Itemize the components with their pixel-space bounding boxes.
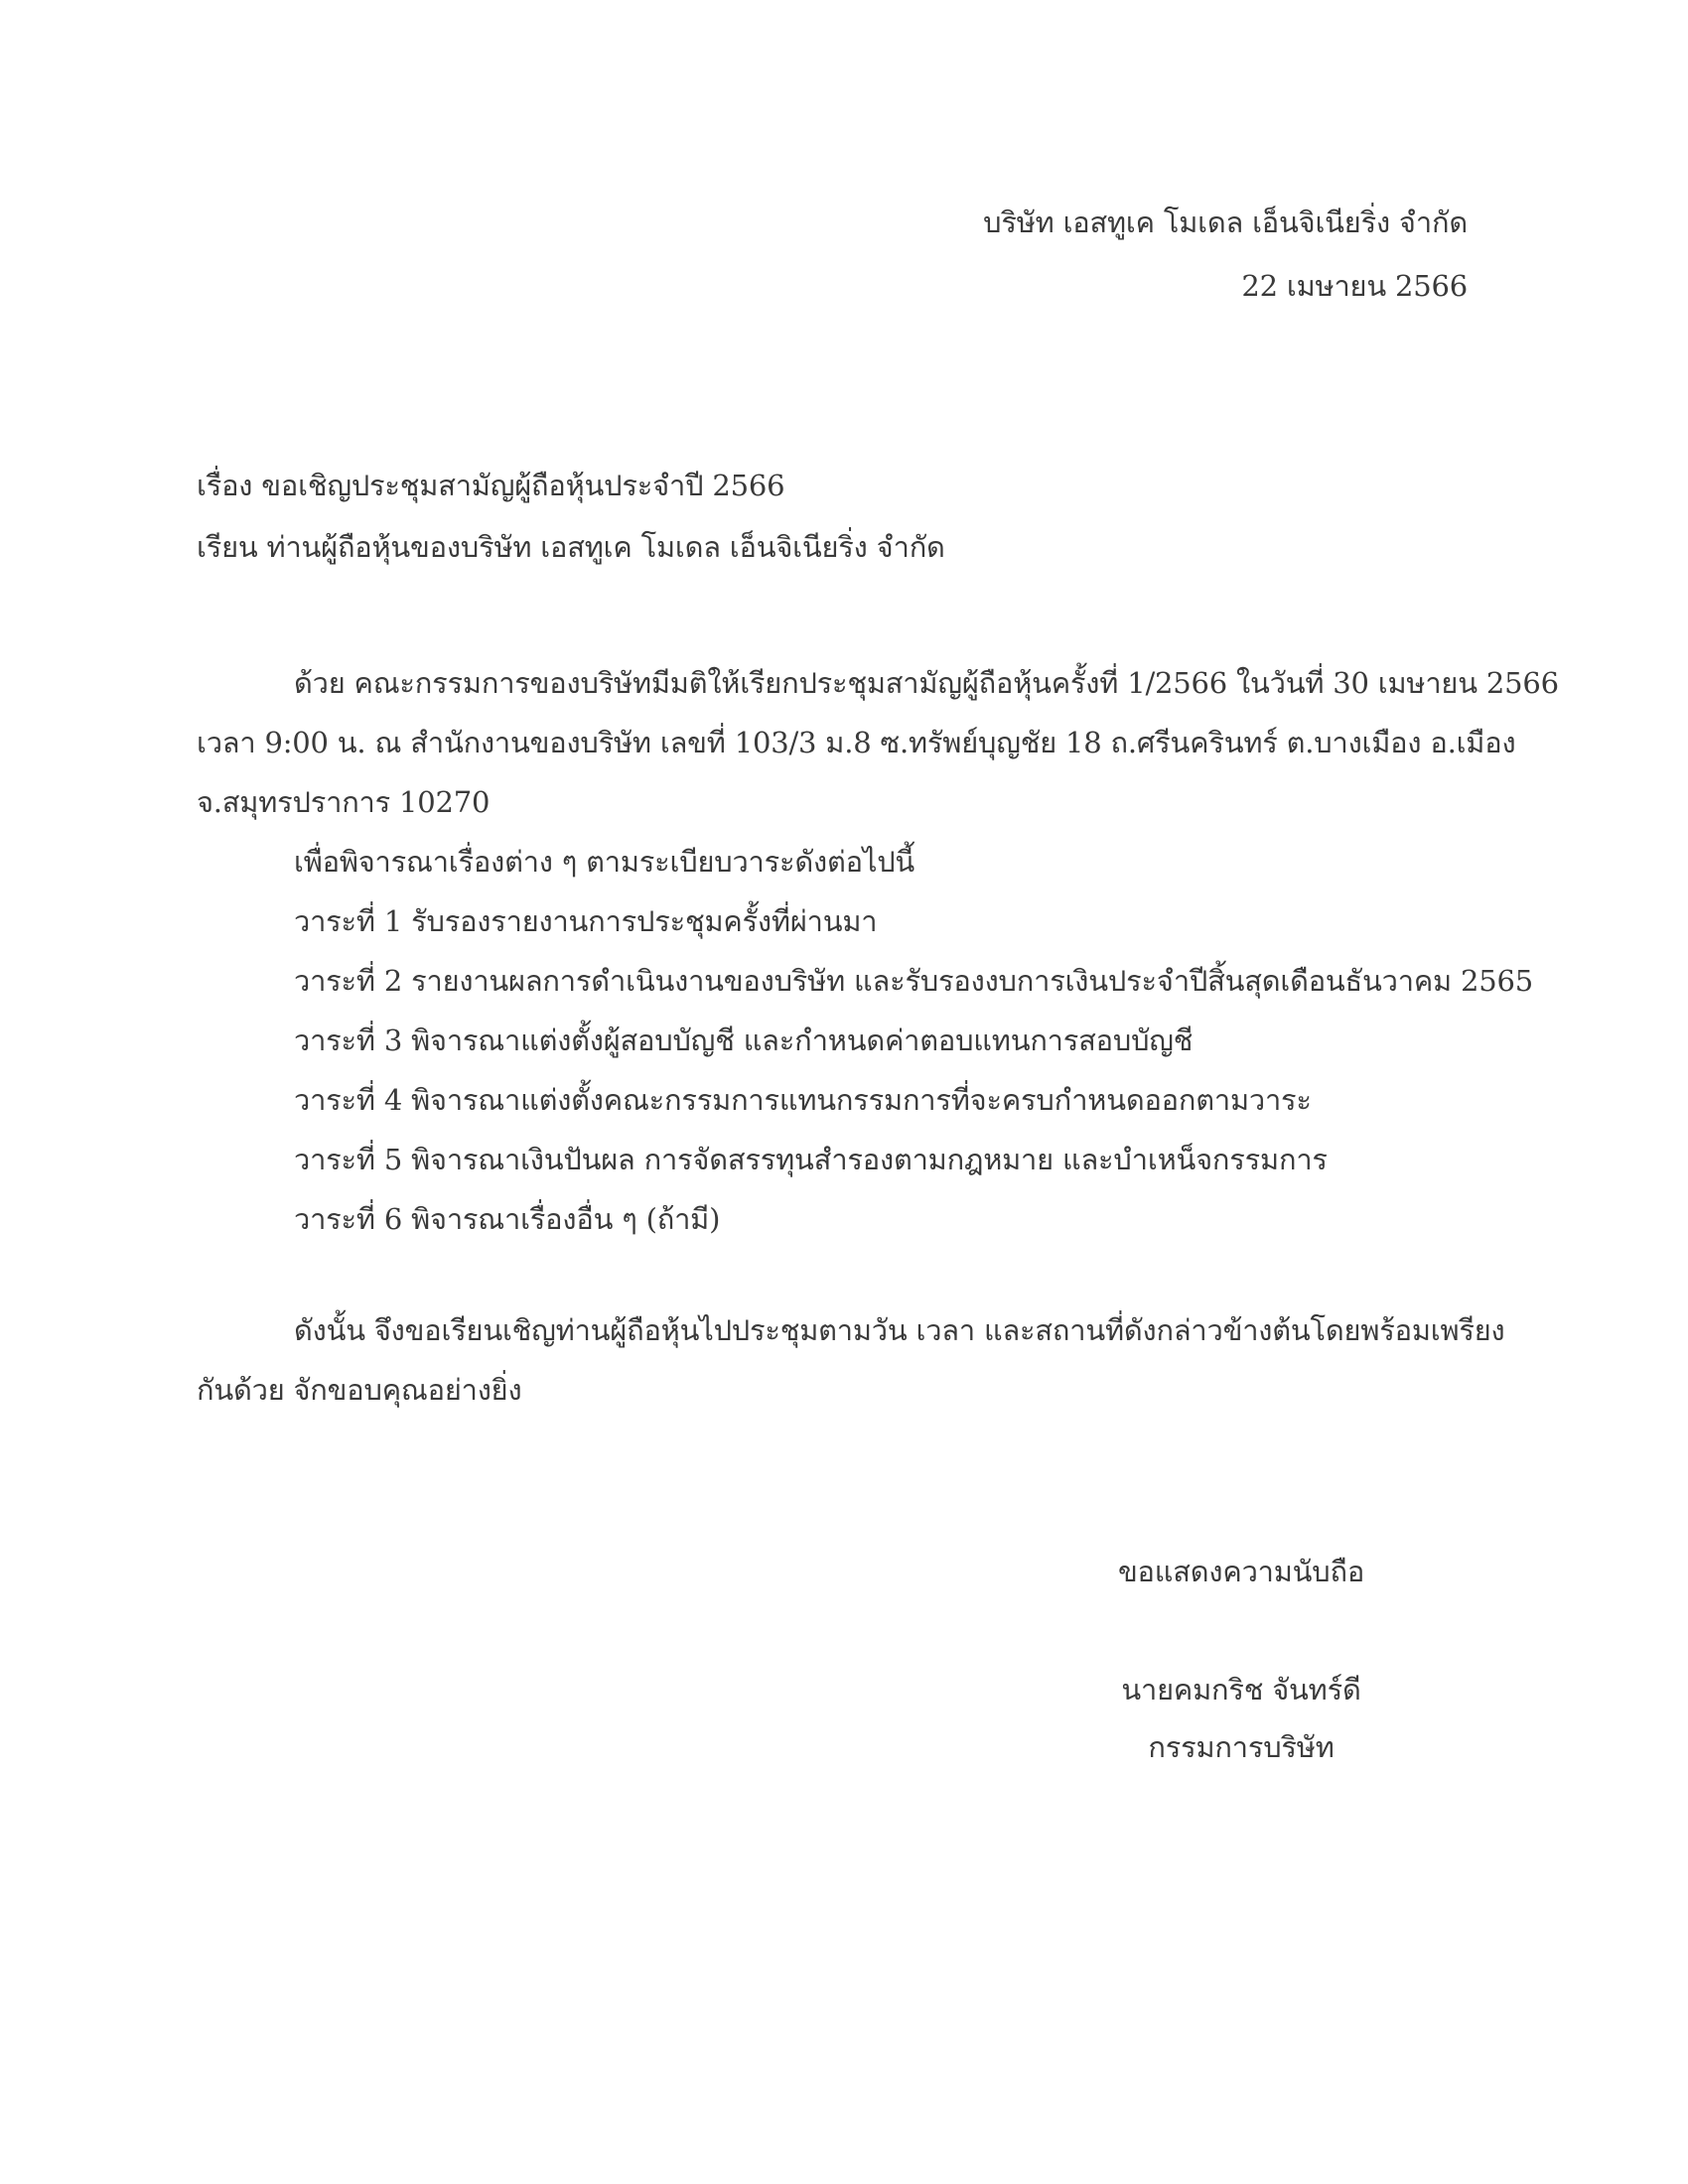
agenda-item-5: วาระที่ 5 พิจารณาเงินปันผล การจัดสรรทุนสำรองตามกฎหมาย และบำเหน็จกรรมการ bbox=[294, 1143, 1328, 1176]
intro-line-2: เวลา 9:00 น. ณ สำนักงานของบริษัท เลขที่ 103/3 ม.8 ซ.ทรัพย์บุญชัย 18 ถ.ศรีนครินทร์ ต.บางเมือง อ.เมือง bbox=[197, 726, 1516, 759]
agenda-item-2: วาระที่ 2 รายงานผลการดำเนินงานของบริษัท และรับรองงบการเงินประจำปีสิ้นสุดเดือนธันวาคม 2565 bbox=[294, 964, 1533, 998]
agenda-item-4: วาระที่ 4 พิจารณาแต่งตั้งคณะกรรมการแทนกรรมการที่จะครบกำหนดออกตามวาระ bbox=[294, 1083, 1312, 1117]
company-name: บริษัท เอสทูเค โมเดล เอ็นจิเนียริ่ง จำกัด bbox=[983, 205, 1468, 239]
purpose-line: เพื่อพิจารณาเรื่องต่าง ๆ ตามระเบียบวาระดังต่อไปนี้ bbox=[294, 845, 915, 879]
closing-line-1: ดังนั้น จึงขอเรียนเชิญท่านผู้ถือหุ้นไปประชุมตามวัน เวลา และสถานที่ดังกล่าวข้างต้นโดยพร้อมเพรียง bbox=[294, 1313, 1505, 1347]
agenda-item-1: วาระที่ 1 รับรองรายงานการประชุมครั้งที่ผ่านมา bbox=[294, 904, 878, 938]
signature-title: กรรมการบริษัท bbox=[1148, 1730, 1335, 1764]
subject-line: เรื่อง ขอเชิญประชุมสามัญผู้ถือหุ้นประจำปี 2566 bbox=[197, 469, 785, 502]
signature-name: นายคมกริช จันทร์ดี bbox=[1121, 1673, 1361, 1706]
signature-regards: ขอแสดงความนับถือ bbox=[1117, 1555, 1365, 1588]
closing-line-2: กันด้วย จักขอบคุณอย่างยิ่ง bbox=[197, 1373, 522, 1407]
intro-line-1: ด้วย คณะกรรมการของบริษัทมีมติให้เรียกประชุมสามัญผู้ถือหุ้นครั้งที่ 1/2566 ในวันที่ 30 เมษายน 2566 bbox=[294, 666, 1559, 700]
letter-date: 22 เมษายน 2566 bbox=[1241, 269, 1468, 303]
intro-line-3: จ.สมุทรปราการ 10270 bbox=[197, 785, 491, 819]
agenda-item-6: วาระที่ 6 พิจารณาเรื่องอื่น ๆ (ถ้ามี) bbox=[294, 1202, 721, 1236]
agenda-item-3: วาระที่ 3 พิจารณาแต่งตั้งผู้สอบบัญชี และกำหนดค่าตอบแทนการสอบบัญชี bbox=[294, 1024, 1194, 1057]
recipient-line: เรียน ท่านผู้ถือหุ้นของบริษัท เอสทูเค โมเดล เอ็นจิเนียริ่ง จำกัด bbox=[197, 530, 945, 564]
